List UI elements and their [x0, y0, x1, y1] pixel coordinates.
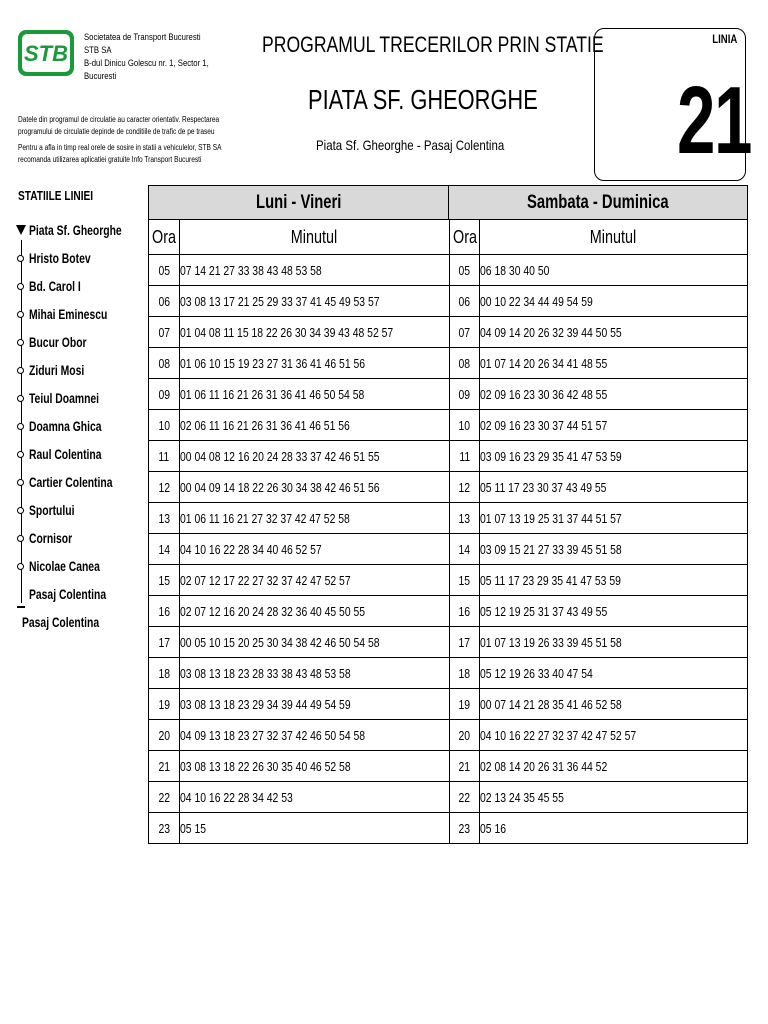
weekday-header: Luni - Vineri: [255, 191, 341, 213]
weekday-minute-header: Minutul: [291, 226, 338, 247]
stop-marker-icon: [17, 423, 24, 430]
weekend-hour: 16: [449, 596, 480, 626]
station-name: Teiul Doamnei: [29, 390, 100, 406]
table-row: [149, 782, 747, 813]
weekend-minutes: 05 12 19 25 31 37 43 49 55: [480, 603, 608, 619]
weekday-minutes: 00 04 09 14 18 22 26 30 34 38 42 46 51 56: [180, 479, 380, 495]
station-item: [17, 442, 147, 470]
station-name: Nicolae Canea: [29, 558, 100, 574]
weekend-minute-header: Minutul: [590, 226, 637, 247]
table-row: [149, 658, 747, 689]
station-item: [17, 470, 147, 498]
line-number: 21: [677, 67, 752, 174]
weekend-minutes: 00 10 22 34 44 49 54 59: [480, 293, 593, 309]
disclaimer-app: Pentru a afla in timp real orele de sosire in statii a vehiculelor, STB SA recomanda utilizarea aplicatiei gratuite Info Transport Bucuresti: [18, 143, 222, 164]
weekend-minutes: 04 10 16 22 27 32 37 42 47 52 57: [480, 727, 637, 743]
station-item: [17, 330, 147, 358]
weekend-minutes: 03 09 15 21 27 33 39 45 51 58: [480, 541, 622, 557]
station-name: Ziduri Mosi: [29, 362, 85, 378]
station-item: [17, 302, 147, 330]
weekday-hour-header: Ora: [149, 220, 180, 254]
weekday-hour: 05: [149, 255, 180, 285]
weekday-hour: 13: [149, 503, 180, 533]
station-name: Cartier Colentina: [29, 474, 113, 490]
timetable-body: [149, 255, 747, 843]
weekend-minutes: 05 16: [480, 820, 507, 836]
weekend-minutes: 02 08 14 20 26 31 36 44 52: [480, 758, 608, 774]
weekend-minutes: 04 09 14 20 26 32 39 44 50 55: [480, 324, 622, 340]
weekend-minutes: 05 11 17 23 30 37 43 49 55: [480, 479, 607, 495]
weekend-minutes: 01 07 13 19 25 31 37 44 51 57: [480, 510, 622, 526]
station-name: Sportului: [29, 502, 75, 518]
weekday-hour: 23: [149, 813, 180, 843]
weekend-hour: 12: [449, 472, 480, 502]
weekday-minutes: 00 04 08 12 16 20 24 28 33 37 42 46 51 55: [180, 448, 380, 464]
station-item: [17, 386, 147, 414]
stop-marker-icon: [17, 563, 24, 570]
weekday-minutes: 01 06 11 16 21 26 31 36 41 46 50 54 58: [180, 386, 365, 402]
company-info: [84, 31, 234, 83]
table-row: [149, 410, 747, 441]
weekday-hour: 18: [149, 658, 180, 688]
weekday-minutes: 01 06 11 16 21 27 32 37 42 47 52 58: [180, 510, 350, 526]
table-row: [149, 286, 747, 317]
weekday-minutes: 02 07 12 17 22 27 32 37 42 47 52 57: [180, 572, 351, 588]
weekend-hour: 11: [449, 441, 480, 471]
weekend-minutes: 02 09 16 23 30 37 44 51 57: [480, 417, 608, 433]
stb-logo: [17, 29, 75, 77]
station-item: [17, 526, 147, 554]
weekday-minutes: 04 09 13 18 23 27 32 37 42 46 50 54 58: [180, 727, 366, 743]
stop-marker-icon: [17, 255, 24, 262]
weekend-minutes: 00 07 14 21 28 35 41 46 52 58: [480, 696, 622, 712]
timetable: [148, 185, 748, 844]
weekend-minutes: 01 07 13 19 26 33 39 45 51 58: [480, 634, 622, 650]
station-item: [17, 554, 147, 582]
table-row: [149, 720, 747, 751]
weekend-hour: 08: [449, 348, 480, 378]
stop-marker-icon: [17, 311, 24, 318]
stop-marker-icon: [17, 367, 24, 374]
weekday-hour: 06: [149, 286, 180, 316]
weekend-minutes: 06 18 30 40 50: [480, 262, 550, 278]
station-name: Mihai Eminescu: [29, 306, 108, 322]
weekend-minutes: 02 09 16 23 30 36 42 48 55: [480, 386, 608, 402]
weekday-minutes: 00 05 10 15 20 25 30 34 38 42 46 50 54 58: [180, 634, 380, 650]
company-city: Bucuresti: [84, 71, 117, 81]
weekday-minutes: 02 07 12 16 20 24 28 32 36 40 45 50 55: [180, 603, 366, 619]
weekday-hour: 08: [149, 348, 180, 378]
station-name: Raul Colentina: [29, 446, 102, 462]
weekday-hour: 11: [149, 441, 180, 471]
weekday-hour: 14: [149, 534, 180, 564]
stop-marker-icon: [17, 535, 24, 542]
page-title: PROGRAMUL TRECERILOR PRIN STATIE: [262, 32, 604, 57]
table-row: [149, 627, 747, 658]
stop-marker-icon: [17, 339, 24, 346]
table-row: [149, 813, 747, 843]
weekend-hour: 09: [449, 379, 480, 409]
line-label: LINIA: [711, 32, 737, 46]
weekend-hour: 20: [449, 720, 480, 750]
weekend-minutes: 05 11 17 23 29 35 41 47 53 59: [480, 572, 621, 588]
stop-marker-icon: [17, 283, 24, 290]
weekday-minutes: 01 04 08 11 15 18 22 26 30 34 39 43 48 52 57: [180, 324, 394, 340]
table-row: [149, 534, 747, 565]
weekday-hour: 10: [149, 410, 180, 440]
stop-marker-icon: [17, 451, 24, 458]
station-name: Piata Sf. Gheorghe: [29, 222, 122, 238]
line-badge: [594, 28, 752, 181]
station-item: [17, 498, 147, 526]
stop-marker-icon: [17, 507, 24, 514]
weekend-minutes: 02 13 24 35 45 55: [480, 789, 564, 805]
company-name: Societatea de Transport Bucuresti: [84, 32, 201, 42]
weekday-minutes: 03 08 13 17 21 25 29 33 37 41 45 49 53 57: [180, 293, 380, 309]
weekday-hour: 21: [149, 751, 180, 781]
station-item: [17, 246, 147, 274]
start-marker-icon: [16, 225, 26, 235]
weekend-hour: 17: [449, 627, 480, 657]
route-name: Piata Sf. Gheorghe - Pasaj Colentina: [316, 137, 505, 153]
station-name: Hristo Botev: [29, 250, 91, 266]
station-name: Bd. Carol I: [29, 278, 81, 294]
weekend-minutes: 05 12 19 26 33 40 47 54: [480, 665, 593, 681]
station-item: [17, 358, 147, 386]
station-name: Doamna Ghica: [29, 418, 102, 434]
table-row: [149, 472, 747, 503]
stations-header: STATIILE LINIEI: [18, 188, 94, 203]
table-row: [149, 751, 747, 782]
station-title: PIATA SF. GHEORGHE: [308, 84, 538, 115]
table-row: [149, 379, 747, 410]
station-name: Bucur Obor: [29, 334, 87, 350]
table-row: [149, 317, 747, 348]
weekend-hour: 07: [449, 317, 480, 347]
table-row: [149, 689, 747, 720]
station-item: [17, 274, 147, 302]
weekday-hour: 20: [149, 720, 180, 750]
stop-marker-icon: [17, 395, 24, 402]
weekday-hour: 17: [149, 627, 180, 657]
weekend-hour: 14: [449, 534, 480, 564]
weekend-minutes: 03 09 16 23 29 35 41 47 53 59: [480, 448, 622, 464]
weekend-hour: 21: [449, 751, 480, 781]
weekday-minutes: 04 10 16 22 28 34 40 46 52 57: [180, 541, 322, 557]
terminus-label: Pasaj Colentina: [22, 614, 100, 630]
weekend-hour: 23: [449, 813, 480, 843]
company-address: B-dul Dinicu Golescu nr. 1, Sector 1,: [84, 58, 209, 68]
weekday-hour: 09: [149, 379, 180, 409]
weekend-hour: 15: [449, 565, 480, 595]
weekday-minutes: 03 08 13 18 23 28 33 38 43 48 53 58: [180, 665, 351, 681]
weekday-hour: 22: [149, 782, 180, 812]
weekend-minutes: 01 07 14 20 26 34 41 48 55: [480, 355, 608, 371]
weekday-hour: 15: [149, 565, 180, 595]
weekend-hour-header: Ora: [449, 220, 480, 254]
weekday-minutes: 04 10 16 22 28 34 42 53: [180, 789, 293, 805]
table-row: [149, 348, 747, 379]
weekend-hour: 13: [449, 503, 480, 533]
weekend-hour: 18: [449, 658, 480, 688]
weekday-minutes: 07 14 21 27 33 38 43 48 53 58: [180, 262, 322, 278]
weekday-minutes: 02 06 11 16 21 26 31 36 41 46 51 56: [180, 417, 350, 433]
disclaimer-orientative: Datele din programul de circulatie au caracter orientativ. Respectarea programului de circulatie depinde de conditiile de trafic de pe traseu: [18, 115, 220, 136]
station-name: Cornisor: [29, 530, 73, 546]
weekend-hour: 10: [449, 410, 480, 440]
station-item: [17, 582, 147, 610]
table-row: [149, 565, 747, 596]
table-row: [149, 255, 747, 286]
logo-text: STB: [24, 41, 68, 66]
table-row: [149, 503, 747, 534]
weekend-hour: 06: [449, 286, 480, 316]
weekday-hour: 07: [149, 317, 180, 347]
weekend-hour: 22: [449, 782, 480, 812]
stop-marker-icon: [17, 479, 24, 486]
timetable-subheader: [149, 220, 747, 255]
weekend-header: Sambata - Duminica: [448, 186, 748, 219]
station-name: Pasaj Colentina: [29, 586, 107, 602]
weekday-minutes: 05 15: [180, 820, 207, 836]
stop-marker-icon: [17, 606, 25, 608]
weekend-hour: 19: [449, 689, 480, 719]
table-row: [149, 441, 747, 472]
weekday-minutes: 03 08 13 18 22 26 30 35 40 46 52 58: [180, 758, 351, 774]
weekday-minutes: 01 06 10 15 19 23 27 31 36 41 46 51 56: [180, 355, 366, 371]
weekday-hour: 12: [149, 472, 180, 502]
weekend-hour: 05: [449, 255, 480, 285]
weekday-hour: 19: [149, 689, 180, 719]
disclaimer: [18, 114, 233, 170]
station-item: [17, 218, 147, 246]
station-item: [17, 414, 147, 442]
weekday-hour: 16: [149, 596, 180, 626]
company-short: STB SA: [84, 45, 112, 55]
table-row: [149, 596, 747, 627]
weekday-minutes: 03 08 13 18 23 29 34 39 44 49 54 59: [180, 696, 351, 712]
timetable-header: [149, 186, 747, 220]
